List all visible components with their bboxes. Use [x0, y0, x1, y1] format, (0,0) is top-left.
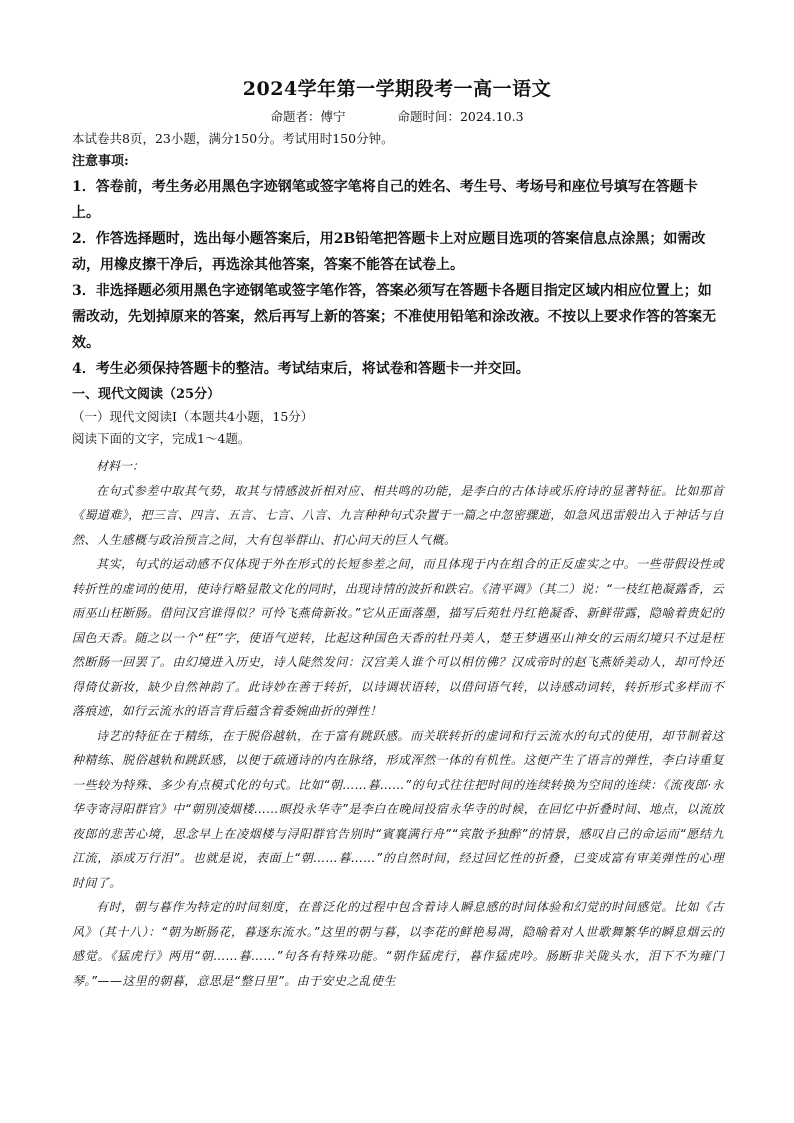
note-item: 3．非选择题必须用黑色字迹钢笔或签字笔作答，答案必须写在答题卡各题目指定区域内相应位置上；如需改动，先划掉原来的答案，然后再写上新的答案；不准使用铅笔和涂改液。不按以上要求作答的答案无效。: [72, 283, 716, 351]
exam-body: [72, 128, 724, 993]
exam-meta: [0, 107, 794, 125]
passage-paragraph: 在句式参差中取其气势，取其与情感波折相对应、相共鸣的功能，是李白的古体诗或乐府诗的显著特征。比如那首《蜀道难》，把三言、四言、五言、七言、八言、九言种种句式杂置于一篇之中忽密骤逝，如急风迅雷般出入于神话与自然、人生感概与政治预言之间，大有包举群山、扪心问天的巨人气概。: [72, 483, 724, 547]
note-item: 1．答卷前，考生务必用黑色字迹钢笔或签字笔将自己的姓名、考生号、考场号和座位号填写在答题卡上。: [72, 179, 698, 221]
note-item: 4．考生必须保持答题卡的整洁。考试结束后，将试卷和答题卡一并交回。: [72, 361, 530, 377]
date-line: 命题时间：2024.10.3: [397, 109, 524, 124]
note-item: 2．作答选择题时，选出每小题答案后，用2B铅笔把答题卡上对应题目选项的答案信息点涂黑；如需改动，用橡皮擦干净后，再选涂其他答案，答案不能答在试卷上。: [72, 231, 706, 273]
passage-paragraph: 其实，句式的运动感不仅体现于外在形式的长短参差之间，而且体现于内在组合的正反虚实之中。一些带假设性或转折性的虚词的使用，使诗行略显散文化的同时，出现诗情的波折和跌宕。《清平调》（其二）说：“一枝红艳凝露香，云雨巫山枉断肠。借问汉宫谁得似？可怜飞燕倚新妆。”它从正面落墨，描写后苑牡丹红艳凝香、新鲜带露，隐喻着贵妃的国色天香。随之以一个“枉”字，使语气逆转，比起这种国色天香的牡丹美人，楚王梦遇巫山神女的云雨幻境只不过是枉然断肠一回罢了。由幻境进入历史，诗人陡然发问：汉宫美人谁个可以相仿佛？汉成帝时的赵飞燕娇美动人，却可怜还得倚仗新妆，缺少自然神韵了。此诗妙在善于转折，以诗调状语转，以借问语气转，以诗感动词转，转折形式多样而不落痕迹，如行云流水的语言背后蕴含着委婉曲折的弹性！: [72, 557, 724, 718]
section-subtitle: （一）现代文阅读Ⅰ（本题共4小题，15分）: [72, 409, 314, 424]
reading-passage: [72, 454, 724, 993]
exam-intro: 本试卷共8页，23小题，满分150分。考试用时150分钟。: [72, 131, 394, 146]
exam-title: 2024学年第一学期段考一高一语文: [242, 78, 552, 100]
material-label: 材料一：: [96, 459, 145, 473]
section-title: 一、现代文阅读（25分）: [72, 387, 221, 402]
passage-paragraph: 诗艺的特征在于精练，在于脱俗越轨，在于富有跳跃感。而关联转折的虚词和行云流水的句式的使用，却节制着这种精练、脱俗越轨和跳跃感，以便于疏通诗的内在脉络，形成浑然一体的有机性。这便产生了语言的弹性，李白诗重复一些较为特殊、多少有点模式化的句式。比如“朝……暮……”的句式往往把时间的连续转换为空间的连续：《流夜郎·永华寺寄浔阳群官》中“朝别凌烟楼……暝投永华寺”是李白在晚间投宿永华寺的时候，在回忆中折叠时间、地点，以流放夜郎的悲苦心境，思念早上在凌烟楼与浔阳群官告别时“賓襄满行舟”“宾散予独醉”的情景，感叹自己的命运而“愿结九江流，添成万行泪”。也就是说，表面上“朝……暮……”的自然时间，经过回忆性的折叠，已变成富有审美弹性的心理时间了。: [72, 728, 724, 890]
notes-heading: 注意事项:: [72, 154, 129, 169]
passage-paragraph: 有时，朝与暮作为特定的时间刻度，在普泛化的过程中包含着诗人瞬息感的时间体验和幻觉的时间感觉。比如《古风》（其十八）：“朝为断肠花，暮逐东流水。”这里的朝与暮，以李花的鲜艳易凋，隐喻着对人世歌舞繁华的瞬息烟云的感觉。《猛虎行》两用“朝……暮……”句各有特殊功能。“朝作猛虎行，暮作猛虎吟。肠断非关陇头水，泪下不为雍门琴。”——这里的朝暮，意思是“整日里”。由于安史之乱使生: [72, 900, 724, 988]
author-line: 命题者：傅宁: [270, 109, 346, 124]
section-instruction: 阅读下面的文字，完成1～4题。: [72, 431, 251, 446]
